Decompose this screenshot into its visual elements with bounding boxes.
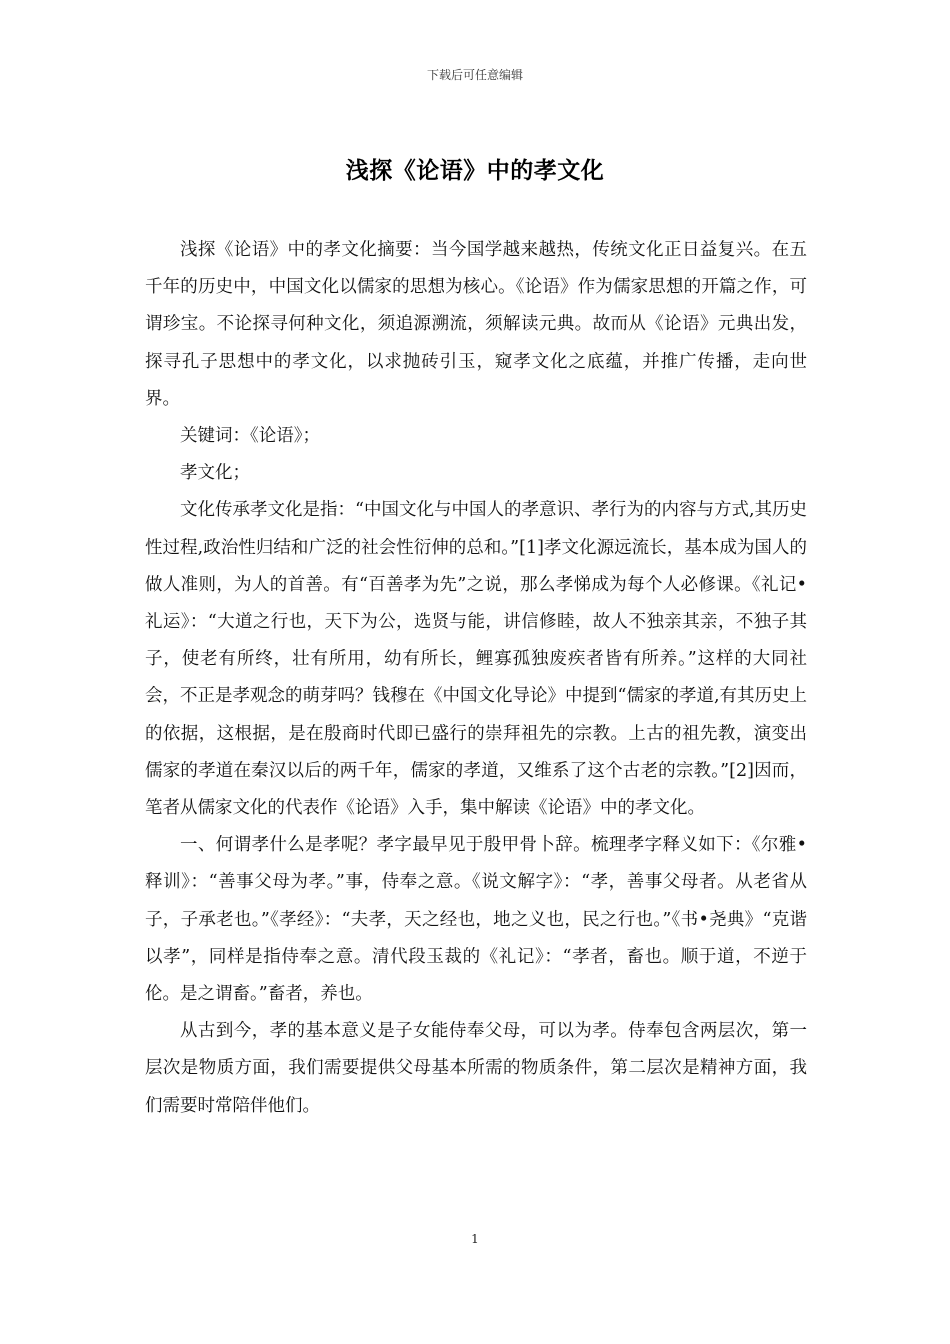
document-body [145, 232, 807, 1125]
paragraph-section-1: 一、何谓孝什么是孝呢？孝字最早见于殷甲骨卜辞。梳理孝字释义如下：《尔雅•释训》：“善事父母为孝。”事，侍奉之意。《说文解字》：“孝，善事父母者。从老省从子，子承老也。”《孝经》：“夫孝，天之经也，地之义也，民之行也。”《书•尧典》“克谐以孝”，同样是指侍奉之意。清代段玉裁的《礼记》：“孝者，畜也。顺于道，不逆于伦。是之谓畜。”畜者，养也。 [145, 835, 807, 1005]
paragraph-keywords: 关键词：《论语》； [180, 426, 320, 447]
paragraph-intro: 文化传承孝文化是指：“中国文化与中国人的孝意识、孝行为的内容与方式,其历史性过程,政治性归结和广泛的社会性衍伸的总和。”[1]孝文化源远流长，基本成为国人的做人准则，为人的首善。有“百善孝为先”之说，那么孝悌成为每个人必修课。《礼记•礼运》：“大道之行也，天下为公，选贤与能，讲信修睦，故人不独亲其亲，不独子其子，使老有所终，壮有所用，幼有所长，鲤寡孤独废疾者皆有所养。”这样的大同社会，不正是孝观念的萌芽吗？钱穆在《中国文化导论》中提到“儒家的孝道,有其历史上的依据，这根据，是在殷商时代即已盛行的崇拜祖先的宗教。上古的祖先教，演变出儒家的孝道在秦汉以后的两千年，儒家的孝道，又维系了这个古老的宗教。”[2]因而，笔者从儒家文化的代表作《论语》入手，集中解读《论语》中的孝文化。 [145, 500, 808, 819]
paragraph-meaning: 从古到今，孝的基本意义是子女能侍奉父母，可以为孝。侍奉包含两层次，第一层次是物质方面，我们需要提供父母基本所需的物质条件，第二层次是精神方面，我们需要时常陪伴他们。 [145, 1021, 807, 1116]
header-note: 下载后可任意编辑 [426, 68, 523, 82]
paragraph-keyword-2: 孝文化； [180, 463, 250, 484]
document-title: 浅探《论语》中的孝文化 [345, 158, 605, 184]
paragraph-abstract: 浅探《论语》中的孝文化摘要：当今国学越来越热，传统文化正日益复兴。在五千年的历史中，中国文化以儒家的思想为核心。《论语》作为儒家思想的开篇之作，可谓珍宝。不论探寻何种文化，须追源溯流，须解读元典。故而从《论语》元典出发，探寻孔子思想中的孝文化，以求抛砖引玉，窥孝文化之底蕴，并推广传播，走向世界。 [145, 240, 807, 409]
page-number: 1 [471, 1232, 479, 1246]
